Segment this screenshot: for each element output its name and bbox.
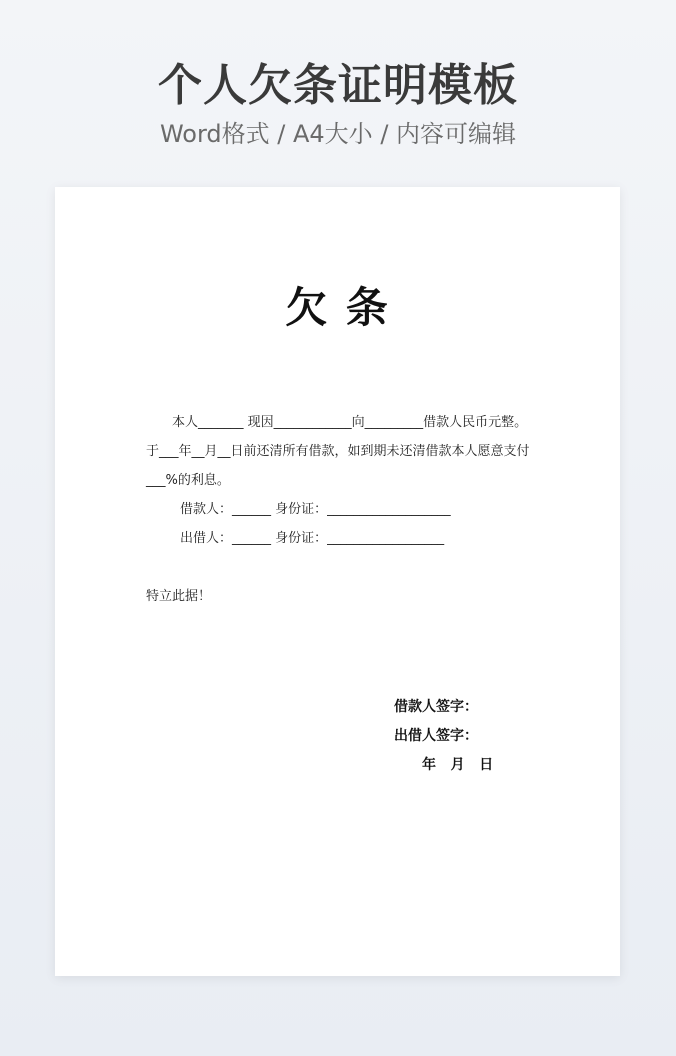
spacer — [146, 553, 530, 582]
document-body — [146, 408, 530, 611]
lender-signature-label: 出借人签字： — [394, 728, 478, 744]
document-title: 欠 条 — [285, 283, 390, 332]
borrower-signature-label: 借款人签字： — [394, 699, 478, 715]
header — [0, 58, 676, 150]
body-paragraph: 本人_______ 现因____________向_________借款人民币元整。于___年__月__日前还清所有借款，如到期未还清借款本人愿意支付___%的利息。 — [146, 415, 530, 488]
document-page — [55, 187, 620, 976]
header-title: 个人欠条证明模板 — [158, 60, 518, 111]
lender-id-line: 出借人：______ 身份证：__________________ — [180, 531, 445, 546]
borrower-id-line: 借款人：______ 身份证：___________________ — [180, 502, 451, 517]
date-line: 年 月 日 — [422, 757, 494, 773]
signature-block — [394, 693, 493, 780]
header-subtitle: Word格式 / A4大小 / 内容可编辑 — [159, 120, 517, 148]
statement-text: 特立此据！ — [146, 589, 212, 604]
